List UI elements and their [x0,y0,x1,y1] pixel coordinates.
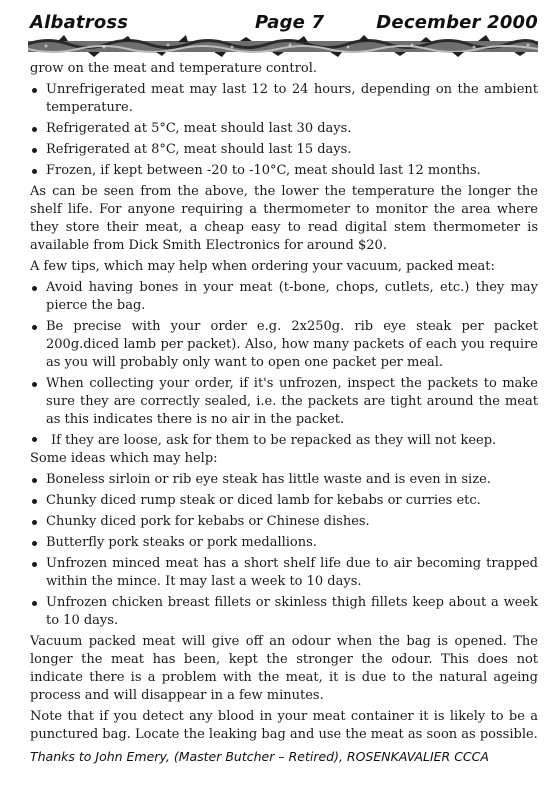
bullet-icon [32,88,37,93]
newsletter-title: Albatross [30,12,129,33]
list-item: Chunky diced rump steak or diced lamb for kebabs or curries etc. [30,492,538,510]
list-item: Unfrozen minced meat has a short shelf life due to air becoming trapped within the mince. It may last a week to 10 days. [30,555,538,591]
list-item: Refrigerated at 5°C, meat should last 30 days. [30,120,538,138]
author-credit: Thanks to John Emery, (Master Butcher – Retired), ROSENKAVALIER CCCA [30,749,489,764]
blood-paragraph: Note that if you detect any blood in your meat container it is likely to be a punctured bag. Locate the leaking bag and use the meat as soon as possible. [30,709,538,742]
intro-paragraph: grow on the meat and temperature control. [30,61,317,76]
list-item: Butterfly pork steaks or pork medallions. [30,534,538,552]
tips-list [30,279,538,429]
decorative-banner-image [28,35,538,57]
bullet-icon [32,127,37,132]
loose-packet-line: If they are loose, ask for them to be repacked as they will not keep. [30,432,538,450]
issue-date: December 2000 [376,12,538,33]
bullet-icon [32,499,37,504]
page-header [30,10,538,60]
bullet-icon [32,382,37,387]
bullet-icon [32,601,37,606]
page-number: Page 7 [255,12,325,33]
list-item: Avoid having bones in your meat (t-bone, chops, cutlets, etc.) they may pierce the bag. [30,279,538,315]
bullet-icon [32,325,37,330]
bullet-icon [32,478,37,483]
storage-list [30,81,538,180]
bullet-icon [32,169,37,174]
thermometer-paragraph: As can be seen from the above, the lower the temperature the longer the shelf life. For anyone requiring a thermometer to monitor the area where they store their meat, a cheap easy to read digital stem thermometer is available from Dick Smith Electronics for around $20. [30,184,538,253]
ideas-list [30,471,538,630]
bullet-icon [32,541,37,546]
bullet-icon [32,286,37,291]
odour-paragraph: Vacuum packed meat will give off an odour when the bag is opened. The longer the meat has been, kept the stronger the odour. This does not indicate there is a problem with the meat, it is due to the natural ageing process and will disappear in a few minutes. [30,634,538,703]
bullet-icon [32,148,37,153]
list-item: When collecting your order, if it's unfrozen, inspect the packets to make sure they are correctly sealed, i.e. the packets are tight around the meat as this indicates there is no air in the packet. [30,375,538,429]
bullet-icon [32,562,37,567]
list-item: Boneless sirloin or rib eye steak has little waste and is even in size. [30,471,538,489]
bullet-icon [32,437,37,442]
list-item: Refrigerated at 8°C, meat should last 15 days. [30,141,538,159]
list-item: Frozen, if kept between -20 to -10°C, meat should last 12 months. [30,162,538,180]
list-item: Be precise with your order e.g. 2x250g. rib eye steak per packet 200g.diced lamb per packet). Also, how many packets of each you require as you will probably only want to open one packet per meal. [30,318,538,372]
bullet-icon [32,520,37,525]
article-body [30,60,538,766]
list-item: Chunky diced pork for kebabs or Chinese dishes. [30,513,538,531]
ideas-intro: Some ideas which may help: [30,451,218,466]
list-item: Unfrozen chicken breast fillets or skinless thigh fillets keep about a week to 10 days. [30,594,538,630]
list-item: Unrefrigerated meat may last 12 to 24 hours, depending on the ambient temperature. [30,81,538,117]
tips-intro: A few tips, which may help when ordering your vacuum, packed meat: [30,259,495,274]
